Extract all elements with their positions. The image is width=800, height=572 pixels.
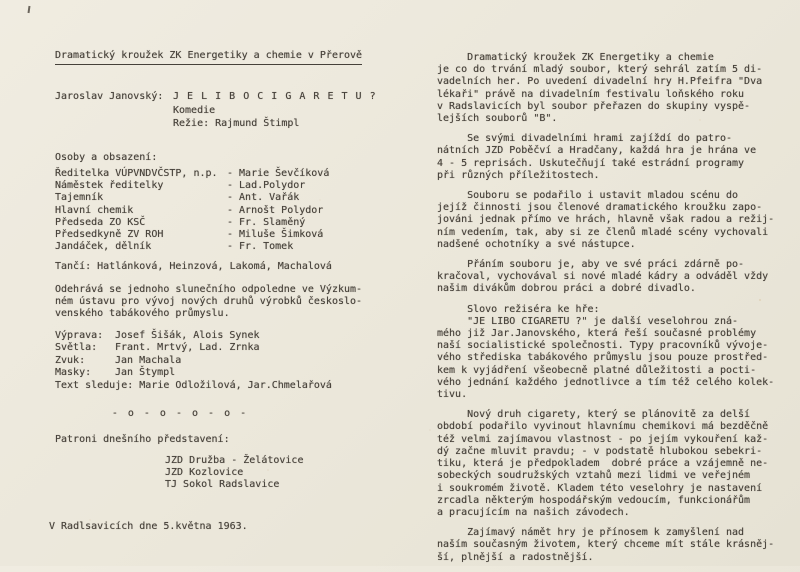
patron-line: JZD Kozlovice [165, 466, 244, 478]
dateline: V Radlsavicích dne 5.května 1963. [49, 521, 248, 533]
cast-row [55, 241, 405, 253]
touring-paragraph: Se svými divadelními hrami zajíždí do patro- nátních JZD Poběčví a Hradčany, každá hra je hrána ve 4 - 5 reprisách. Uskutečňují také estrádní programy při různých příležitostech. [437, 133, 757, 181]
cast-actor: - Fr. Tomek [227, 241, 294, 253]
ornament-divider: - o - o - o - o - [111, 408, 249, 420]
crew-value: Josef Šišák, Alois Synek [115, 330, 260, 342]
cast-row [55, 168, 405, 180]
crew-row [55, 342, 405, 354]
intro-paragraph: Dramatický kroužek ZK Energetiky a chemie je co do trvání mladý soubor, který sehrál zatím 5 di- vadelních her. Po uvedení divadelní hry H.Pfeifra "Dva lékaři" právě na divadelním festivalu loňského roku v Radslavicích byl soubor přeřazen do skupiny vyspě- lejších souborů "B". [437, 52, 763, 125]
genre-label: Komedie [173, 105, 216, 117]
director-line: Režie: Rajmund Štimpl [173, 117, 300, 129]
cast-role: Jandáček, dělník [55, 241, 152, 253]
crew-value: Jan Machala [115, 354, 182, 366]
cigarette-paragraph: Nový druh cigarety, který se plánovitě za delší období podařilo vyvinout hlavnímu chemikovi má bezděčně též velmi zajímavou vlastnost - po jejím vykouření kaž- dý začne mluvit pravdu; - v podstatě hlubokou sebekri- tiku, která je předpokladem dobré práce a vzájemně ne- sobeckých soudružských vztahů mezi lidmi ve veřejném i soukromém životě. Kladem této veselohry je nastavení zrcadla některým hospodářským vedoucím, funkcionářům a pracujícím na našich závodech. [437, 409, 769, 518]
crew-row [55, 330, 405, 342]
cast-row [55, 205, 405, 217]
cast-row [55, 192, 405, 204]
cast-heading: Osoby a obsazení: [55, 151, 158, 163]
cast-role: Předsedkyně ZV ROH [55, 229, 164, 241]
text-follow-line: Text sleduje: Marie Odložilová, Jar.Chmelařová [55, 380, 332, 392]
title-row [55, 91, 405, 103]
play-title: J E L I B O C I G A R E T U ? [173, 91, 377, 103]
scan-artifact-mark [28, 6, 31, 13]
cast-row [55, 229, 405, 241]
cast-role: Ředitelka VÚPVNDVČSTP, n.p. [55, 168, 218, 180]
cast-actor: - Miluše Šimková [227, 229, 324, 241]
crew-label: Zvuk: [55, 354, 86, 366]
patron-line: JZD Družba - Želátovice [165, 454, 304, 466]
cast-role: Předseda ZO KSČ [55, 216, 146, 228]
dancers-line: Tančí: Hatlánková, Heinzová, Lakomá, Machalová [55, 261, 332, 273]
cast-actor: - Marie Ševčíková [227, 168, 330, 180]
subtitle-block [173, 105, 405, 129]
cast-actor: - Fr. Slaměný [227, 216, 306, 228]
crew-row [55, 367, 405, 379]
cast-role: Náměstek ředitelky [55, 180, 164, 192]
crew-label: Masky: [55, 366, 92, 378]
wish-paragraph: Přáním souboru je, aby ve své práci zdárně po- kračoval, vychovával si nové mladé kádry a odváděl vždy našim divákům dobrou práci a dobré divadlo. [437, 259, 769, 295]
cast-row [55, 180, 405, 192]
cast-role: Hlavní chemik [55, 204, 134, 216]
patrons-heading: Patroni dnešního představení: [55, 434, 230, 446]
directors-word-paragraph: "JE LIBO CIGARETU ?" je další veselohrou zná- mého již Jar.Janovského, která řeší současné problémy naší socialistické společnosti. Typy pracovníků vývoje- vého střediska tabákového průmyslu jsou pouze prostřed- kem k vyjádření všeobecně platné důležitosti a pocti- vého jednání každého jednotlivce a tím též celého kolek- tivu. [437, 315, 775, 401]
cast-role: Tajemník [55, 192, 104, 204]
cast-actor: - Arnošt Polydor [227, 204, 324, 216]
cast-row [55, 217, 405, 229]
crew-label: Světla: [55, 342, 98, 354]
author-name: Jaroslav Janovský: [55, 91, 164, 103]
cast-actor: - Lad.Polydor [227, 180, 306, 192]
patron-line: TJ Sokol Radslavice [165, 479, 280, 491]
crew-label: Výprava: [55, 330, 104, 342]
young-stage-paragraph: Souboru se podařilo i ustavit mladou scénu do jejíž činnosti jsou členové dramatického kroužku zapo- jováni jednak přímo ve hrách, hlavně však radou a režij- ním vedením, tak, aby si ze členů mladé scény vychovali nadšené ochotníky a své nástupce. [437, 190, 775, 250]
document-header: Dramatický kroužek ZK Energetiky a chemie v Přerově [55, 50, 362, 65]
cast-actor: - Ant. Vařák [227, 192, 300, 204]
program-page-left [49, 50, 405, 533]
setting-paragraph: Odehrává se jednoho slunečního odpoledne ve Výzkum- ném ústavu pro vývoj nových druhů výrobků českoslo- venského tabákového průmyslu. [55, 283, 363, 320]
crew-value: Frant. Mrtvý, Lad. Zrnka [115, 342, 260, 354]
program-page-right [437, 52, 789, 572]
crew-value: Jan Štympl [115, 366, 176, 378]
directors-word-heading: Slovo režiséra ke hře: [467, 303, 600, 315]
closing-paragraph: Zajímavý námět hry je přínosem k zamyšlení nad naším současným životem, který chceme mít stále krásněj- ší, plnější a radostnější. [437, 527, 775, 563]
crew-row [55, 355, 405, 367]
